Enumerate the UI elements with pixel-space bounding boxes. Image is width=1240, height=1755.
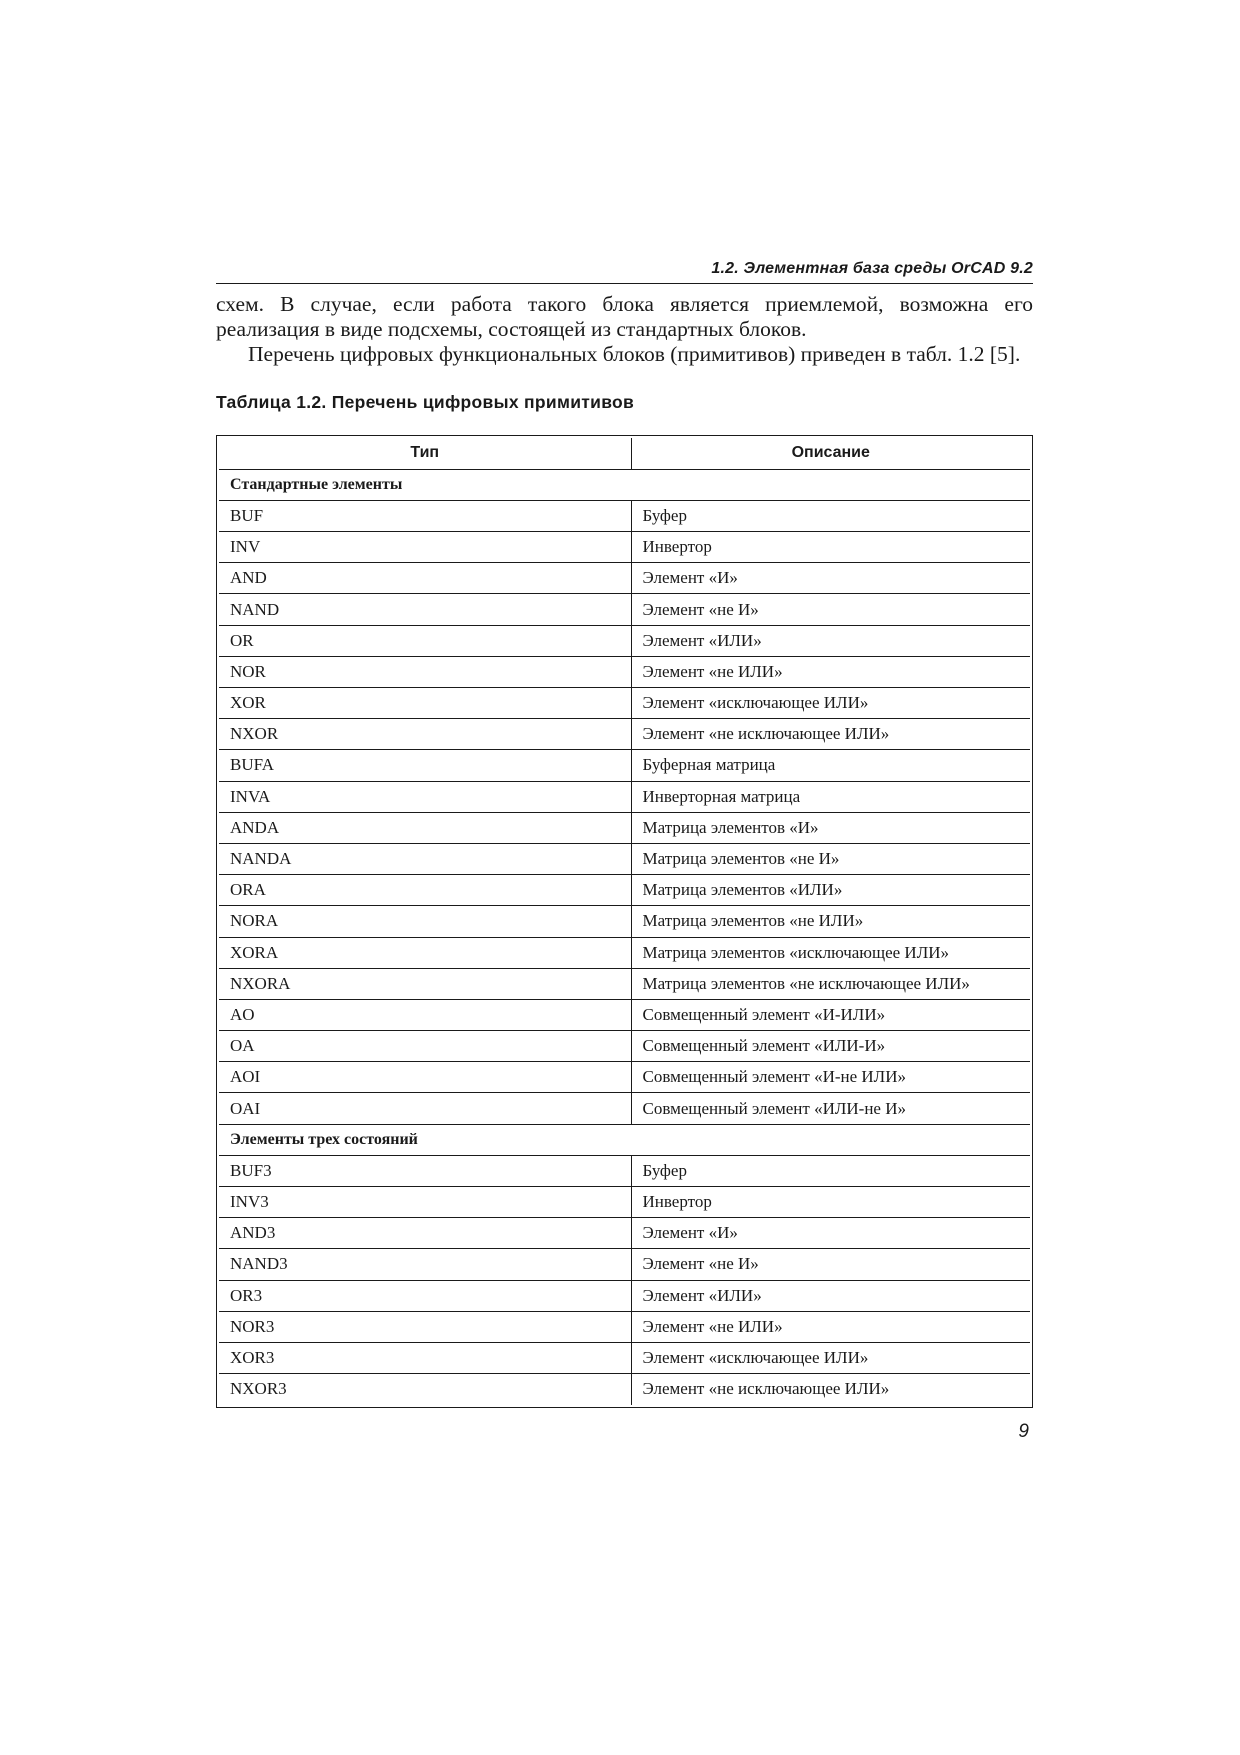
- cell-type: INV3: [219, 1187, 631, 1218]
- cell-type: NXOR: [219, 719, 631, 750]
- cell-type: AND: [219, 563, 631, 594]
- cell-description: Элемент «исключающее ИЛИ»: [631, 1342, 1030, 1373]
- cell-type: NANDA: [219, 843, 631, 874]
- table-row: [219, 1155, 1030, 1186]
- table-row: [219, 625, 1030, 656]
- section-title: Элементы трех состояний: [219, 1124, 1030, 1155]
- table-row: [219, 500, 1030, 531]
- cell-type: AND3: [219, 1218, 631, 1249]
- cell-type: OAI: [219, 1093, 631, 1124]
- cell-description: Совмещенный элемент «И-ИЛИ»: [631, 999, 1030, 1030]
- column-header-type: Тип: [219, 438, 631, 469]
- cell-description: Матрица элементов «ИЛИ»: [631, 875, 1030, 906]
- cell-description: Элемент «не исключающее ИЛИ»: [631, 1374, 1030, 1405]
- cell-type: ANDA: [219, 812, 631, 843]
- primitives-table-frame: [216, 435, 1033, 1408]
- table-row: [219, 1062, 1030, 1093]
- cell-description: Буфер: [631, 500, 1030, 531]
- cell-type: XOR3: [219, 1342, 631, 1373]
- table-row: [219, 843, 1030, 874]
- cell-type: NOR: [219, 656, 631, 687]
- table-caption: Таблица 1.2. Перечень цифровых примитивов: [216, 392, 635, 412]
- cell-type: ORA: [219, 875, 631, 906]
- cell-description: Элемент «исключающее ИЛИ»: [631, 688, 1030, 719]
- table-row: [219, 1280, 1030, 1311]
- running-header: 1.2. Элементная база среды OrCAD 9.2: [216, 260, 1033, 284]
- cell-type: AOI: [219, 1062, 631, 1093]
- cell-type: OA: [219, 1031, 631, 1062]
- cell-description: Матрица элементов «не И»: [631, 843, 1030, 874]
- cell-description: Совмещенный элемент «И-не ИЛИ»: [631, 1062, 1030, 1093]
- cell-description: Совмещенный элемент «ИЛИ-И»: [631, 1031, 1030, 1062]
- table-section-row: [219, 469, 1030, 500]
- cell-description: Матрица элементов «И»: [631, 812, 1030, 843]
- cell-type: NXORA: [219, 968, 631, 999]
- cell-description: Элемент «не ИЛИ»: [631, 656, 1030, 687]
- cell-description: Инвертор: [631, 532, 1030, 563]
- primitives-table: [219, 438, 1030, 1405]
- cell-type: INV: [219, 532, 631, 563]
- table-row: [219, 1342, 1030, 1373]
- cell-description: Элемент «ИЛИ»: [631, 1280, 1030, 1311]
- table-row: [219, 1249, 1030, 1280]
- cell-description: Элемент «И»: [631, 563, 1030, 594]
- section-title: Стандартные элементы: [219, 469, 1030, 500]
- table-row: [219, 968, 1030, 999]
- table-row: [219, 532, 1030, 563]
- cell-type: XOR: [219, 688, 631, 719]
- column-header-description: Описание: [631, 438, 1030, 469]
- table-row: [219, 656, 1030, 687]
- cell-description: Элемент «ИЛИ»: [631, 625, 1030, 656]
- cell-description: Матрица элементов «не ИЛИ»: [631, 906, 1030, 937]
- table-row: [219, 1093, 1030, 1124]
- table-row: [219, 906, 1030, 937]
- cell-description: Элемент «И»: [631, 1218, 1030, 1249]
- table-row: [219, 999, 1030, 1030]
- cell-type: NAND3: [219, 1249, 631, 1280]
- cell-description: Элемент «не ИЛИ»: [631, 1311, 1030, 1342]
- cell-description: Совмещенный элемент «ИЛИ-не И»: [631, 1093, 1030, 1124]
- cell-description: Элемент «не И»: [631, 594, 1030, 625]
- table-section-row: [219, 1124, 1030, 1155]
- cell-type: BUF: [219, 500, 631, 531]
- cell-type: NAND: [219, 594, 631, 625]
- table-row: [219, 688, 1030, 719]
- table-row: [219, 594, 1030, 625]
- page-number: 9: [1018, 1420, 1029, 1442]
- table-row: [219, 750, 1030, 781]
- table-row: [219, 875, 1030, 906]
- cell-type: OR: [219, 625, 631, 656]
- cell-type: BUFA: [219, 750, 631, 781]
- body-paragraph: схем. В случае, если работа такого блока является приемлемой, возможна его реализация в виде подсхемы, состоящей из стандартных блоков.: [216, 292, 1033, 341]
- cell-type: NOR3: [219, 1311, 631, 1342]
- cell-description: Инверторная матрица: [631, 781, 1030, 812]
- body-paragraph: Перечень цифровых функциональных блоков (примитивов) приведен в табл. 1.2 [5].: [248, 342, 1021, 366]
- table-row: [219, 1187, 1030, 1218]
- table-row: [219, 719, 1030, 750]
- table-row: [219, 1031, 1030, 1062]
- table-header-row: [219, 438, 1030, 469]
- cell-description: Буфер: [631, 1155, 1030, 1186]
- book-page: [216, 260, 1033, 1443]
- table-body: [219, 469, 1030, 1405]
- table-row: [219, 1311, 1030, 1342]
- cell-type: NORA: [219, 906, 631, 937]
- table-row: [219, 563, 1030, 594]
- cell-type: OR3: [219, 1280, 631, 1311]
- cell-type: BUF3: [219, 1155, 631, 1186]
- cell-description: Инвертор: [631, 1187, 1030, 1218]
- cell-description: Элемент «не И»: [631, 1249, 1030, 1280]
- cell-description: Матрица элементов «не исключающее ИЛИ»: [631, 968, 1030, 999]
- table-row: [219, 937, 1030, 968]
- cell-type: NXOR3: [219, 1374, 631, 1405]
- cell-description: Буферная матрица: [631, 750, 1030, 781]
- cell-description: Элемент «не исключающее ИЛИ»: [631, 719, 1030, 750]
- table-row: [219, 1218, 1030, 1249]
- cell-type: XORA: [219, 937, 631, 968]
- cell-description: Матрица элементов «исключающее ИЛИ»: [631, 937, 1030, 968]
- cell-type: INVA: [219, 781, 631, 812]
- cell-type: AO: [219, 999, 631, 1030]
- table-row: [219, 1374, 1030, 1405]
- table-row: [219, 781, 1030, 812]
- table-row: [219, 812, 1030, 843]
